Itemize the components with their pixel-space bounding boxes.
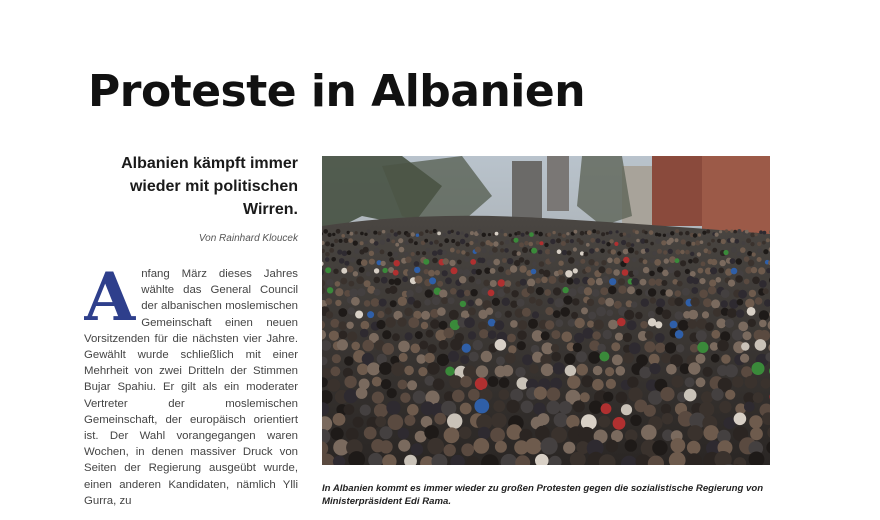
photo-building: [702, 156, 770, 241]
photo-building: [547, 156, 569, 211]
photo-building: [512, 161, 542, 221]
article-title: Proteste in Albanien: [88, 66, 586, 117]
article-intro-column: [84, 152, 298, 520]
article-body-text: nfang März dieses Jahres wählte das General Council der albanischen moslemischen Gemeinschaft einen neuen Vorsitzenden für die nächsten vier Jahre. Gewählt wurde schließlich mit einer Mehrheit von zwei Dritteln der Stimmen Bujar Spahiu. Er gilt als ein moderater Vertreter der moslemischen Gemeinschaft, der europäisch orientiert ist. Der Wahl vorangegangen waren Wochen, in denen massiver Druck von Seiten der Regierung ausgeübt wurde, einen anderen Kandidaten, nämlich Ylli Gurra, zu: [84, 268, 298, 507]
article-subtitle: Albanien kämpft immer wieder mit politischen Wirren.: [121, 155, 298, 218]
article-byline: Von Rainhard Kloucek: [198, 233, 298, 244]
drop-cap: A: [84, 266, 136, 336]
photo-caption: In Albanien kommt es immer wieder zu großen Protesten gegen die sozialistische Regierung von Ministerpräsident Edi Rama.: [322, 483, 764, 507]
photo-building: [652, 156, 702, 226]
protest-crowd-photo: [322, 156, 770, 465]
protest-crowd-image: [322, 156, 770, 465]
article-body: [84, 266, 298, 520]
